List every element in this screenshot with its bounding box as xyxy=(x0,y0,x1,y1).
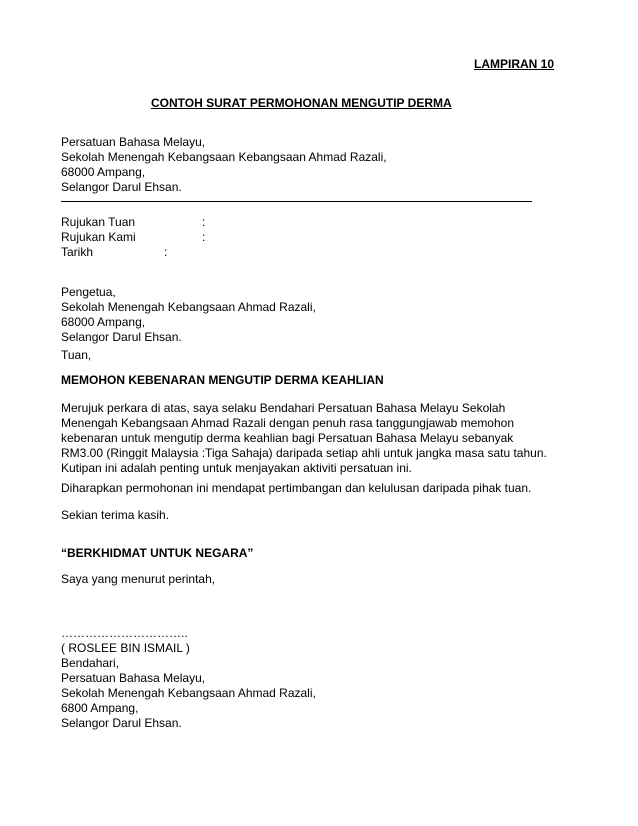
signer-block xyxy=(61,641,316,731)
reference-colon: : xyxy=(202,230,206,244)
reference-row xyxy=(61,230,261,245)
body-line: Kutipan ini adalah penting untuk menjayakan aktiviti persatuan ini. xyxy=(61,461,412,475)
recipient-line: Sekolah Menengah Kebangsaan Ahmad Razali, xyxy=(61,300,316,314)
sender-line: Sekolah Menengah Kebangsaan Kebangsaan Ahmad Razali, xyxy=(61,150,387,164)
recipient-line: Selangor Darul Ehsan. xyxy=(61,330,182,344)
salutation: Tuan, xyxy=(61,348,92,362)
motto: “BERKHIDMAT UNTUK NEGARA” xyxy=(61,546,254,560)
reference-row xyxy=(61,215,261,230)
sign-off: Saya yang menurut perintah, xyxy=(61,572,216,586)
body-line: RM3.00 (Ringgit Malaysia :Tiga Sahaja) daripada setiap ahli untuk jangka masa satu tahun. xyxy=(61,446,547,460)
signer-line: Selangor Darul Ehsan. xyxy=(61,716,182,730)
reference-colon: : xyxy=(164,245,168,259)
signer-line: Persatuan Bahasa Melayu, xyxy=(61,671,206,685)
body-paragraph-1 xyxy=(61,401,547,476)
body-line: Menengah Kebangsaan Ahmad Razali dengan penuh rasa tanggungjawab memohon xyxy=(61,416,515,430)
signer-line: 6800 Ampang, xyxy=(61,701,139,715)
signer-line: Sekolah Menengah Kebangsaan Ahmad Razali, xyxy=(61,686,316,700)
sender-address xyxy=(61,135,387,195)
recipient-line: 68000 Ampang, xyxy=(61,315,146,329)
reference-colon: : xyxy=(202,215,206,229)
reference-block xyxy=(61,215,261,260)
reference-label: Rujukan Kami xyxy=(61,230,136,244)
closing-text: Sekian terima kasih. xyxy=(61,508,170,522)
signer-line: Bendahari, xyxy=(61,656,120,670)
sender-line: 68000 Ampang, xyxy=(61,165,146,179)
letterhead-divider xyxy=(61,201,532,202)
sender-line: Persatuan Bahasa Melayu, xyxy=(61,135,206,149)
document-title: CONTOH SURAT PERMOHONAN MENGUTIP DERMA xyxy=(151,96,452,110)
body-line: Merujuk perkara di atas, saya selaku Bendahari Persatuan Bahasa Melayu Sekolah xyxy=(61,401,506,415)
recipient-line: Pengetua, xyxy=(61,285,116,299)
body-line: kebenaran untuk mengutip derma keahlian bagi Persatuan Bahasa Melayu sebanyak xyxy=(61,431,514,445)
recipient-address xyxy=(61,285,316,345)
reference-label: Tarikh xyxy=(61,245,94,259)
body-paragraph-2: Diharapkan permohonan ini mendapat pertimbangan dan kelulusan daripada pihak tuan. xyxy=(61,481,532,495)
lampiran-label: LAMPIRAN 10 xyxy=(474,57,555,71)
reference-row xyxy=(61,245,261,260)
sender-line: Selangor Darul Ehsan. xyxy=(61,180,182,194)
signer-line: ( ROSLEE BIN ISMAIL ) xyxy=(61,641,190,655)
reference-label: Rujukan Tuan xyxy=(61,215,136,229)
signature-line: ………………………….. xyxy=(61,626,188,640)
subject-heading: MEMOHON KEBENARAN MENGUTIP DERMA KEAHLIAN xyxy=(61,373,384,387)
